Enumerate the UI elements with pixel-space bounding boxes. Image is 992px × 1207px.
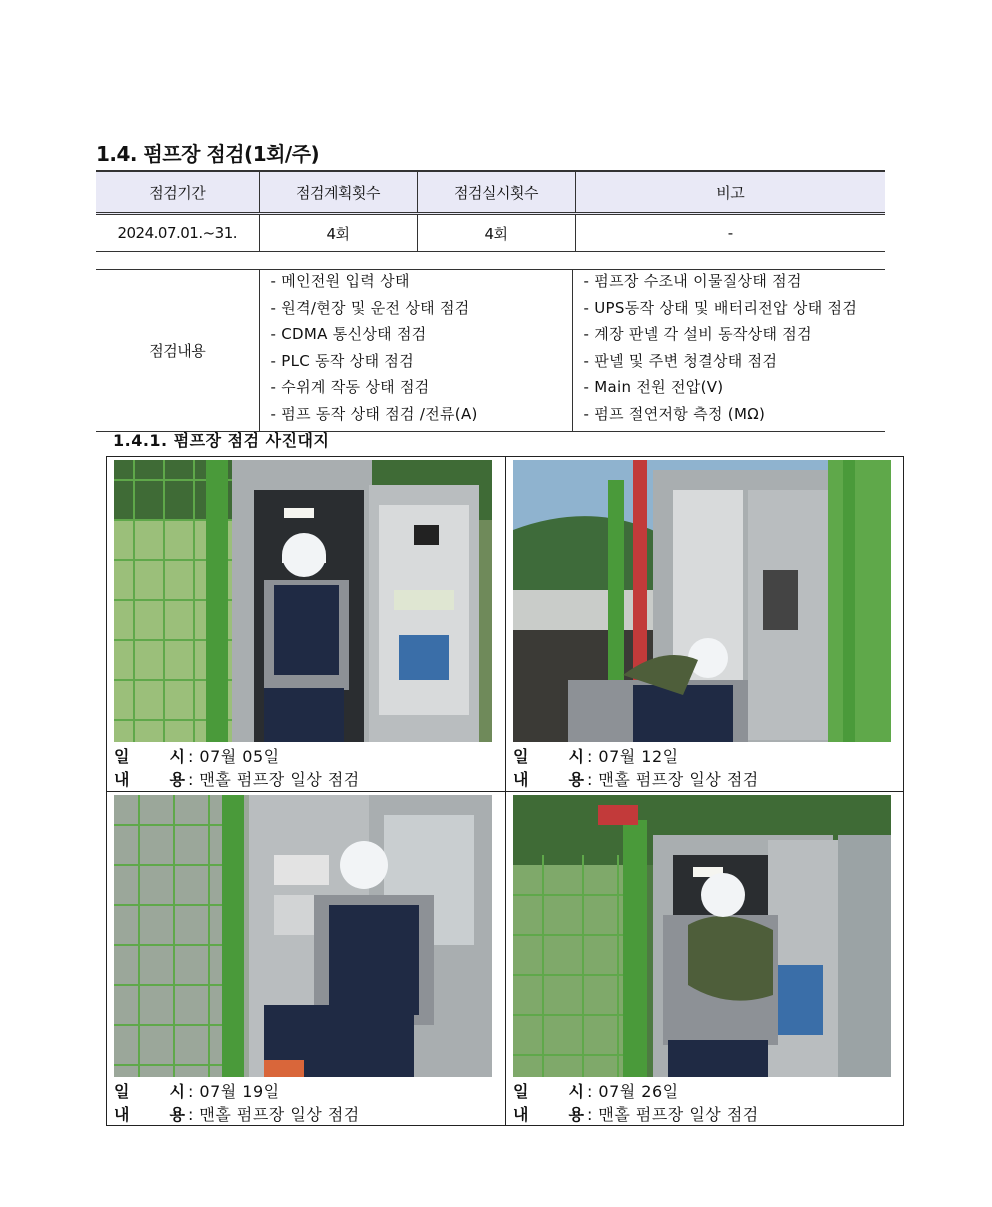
- inspection-photo: [513, 795, 891, 1077]
- list-item: - CDMA 통신상태 점검: [270, 325, 427, 343]
- inspection-photo: [513, 460, 891, 742]
- summary-header-row: [96, 171, 885, 214]
- contents-left-list: [261, 271, 571, 430]
- cell-period: 2024.07.01.~31.: [96, 214, 259, 252]
- caption-colon: :: [188, 770, 194, 789]
- list-item: - 메인전원 입력 상태: [270, 272, 410, 290]
- photo-cell-4: [505, 792, 904, 1126]
- caption-colon: :: [587, 747, 593, 766]
- list-item: - 펌프 동작 상태 점검 /전류(A): [270, 404, 478, 423]
- caption-label-char: 일: [114, 747, 130, 766]
- photo-section-title: 1.4.1. 펌프장 점검 사진대지: [113, 431, 330, 450]
- photo-cell-2: [505, 457, 904, 792]
- caption-colon: :: [188, 1082, 194, 1101]
- cell-actual-count: 4회: [417, 214, 575, 252]
- list-item: - UPS동작 상태 및 배터리전압 상태 점검: [583, 298, 858, 317]
- inspection-photo: [114, 795, 492, 1077]
- contents-left-cell: [259, 270, 572, 432]
- header-actual-count: 점검실시횟수: [417, 171, 575, 214]
- caption-label-char: 일: [513, 747, 529, 766]
- caption-label-char: 일: [513, 1082, 529, 1101]
- cell-planned-count: 4회: [259, 214, 417, 252]
- caption-colon: :: [587, 1105, 593, 1124]
- summary-data-row: [96, 214, 885, 252]
- photo-caption: [513, 745, 900, 791]
- photo-caption: [114, 1080, 501, 1126]
- caption-label-char: 용: [568, 1105, 584, 1124]
- caption-label-char: 내: [513, 1105, 529, 1124]
- contents-label: 점검내용: [96, 270, 259, 432]
- header-remarks: 비고: [575, 171, 885, 214]
- list-item: - 수위계 작동 상태 점검: [270, 378, 430, 396]
- contents-right-cell: [572, 270, 885, 432]
- list-item: - 계장 판넬 각 설비 동작상태 점검: [583, 325, 812, 343]
- list-item: - 펌프장 수조내 이물질상태 점검: [583, 272, 802, 290]
- caption-label-char: 용: [568, 770, 584, 789]
- list-item: - 판넬 및 주변 청결상태 점검: [583, 351, 778, 370]
- contents-right-list: [574, 271, 885, 430]
- inspection-contents-table: [96, 269, 885, 432]
- photo-date: 07월 05일: [199, 747, 280, 766]
- photo-cell-3: [107, 792, 505, 1126]
- header-period: 점검기간: [96, 171, 259, 214]
- caption-label-char: 내: [114, 1105, 130, 1124]
- inspection-summary-table: [96, 170, 885, 252]
- photo-date: 07월 26일: [598, 1082, 679, 1101]
- header-planned-count: 점검계획횟수: [259, 171, 417, 214]
- caption-label-char: 내: [114, 770, 130, 789]
- caption-colon: :: [188, 1105, 194, 1124]
- list-item: - 원격/현장 및 운전 상태 점검: [270, 298, 470, 317]
- caption-label-char: 시: [568, 747, 584, 766]
- photo-grid: [106, 456, 904, 1126]
- caption-label-char: 시: [169, 1082, 185, 1101]
- photo-content: 맨홀 펌프장 일상 점검: [199, 1105, 360, 1124]
- photo-content: 맨홀 펌프장 일상 점검: [199, 770, 360, 789]
- caption-colon: :: [587, 770, 593, 789]
- photo-caption: [114, 745, 501, 791]
- list-item: - Main 전원 전압(V): [583, 378, 724, 396]
- photo-content: 맨홀 펌프장 일상 점검: [598, 770, 759, 789]
- list-item: - 펌프 절연저항 측정 (MΩ): [583, 404, 766, 423]
- list-item: - PLC 동작 상태 점검: [270, 351, 415, 370]
- inspection-photo: [114, 460, 492, 742]
- caption-colon: :: [188, 747, 194, 766]
- caption-label-char: 시: [568, 1082, 584, 1101]
- photo-date: 07월 19일: [199, 1082, 280, 1101]
- cell-remarks: -: [575, 214, 885, 252]
- photo-caption: [513, 1080, 900, 1126]
- caption-label-char: 용: [169, 1105, 185, 1124]
- caption-label-char: 용: [169, 770, 185, 789]
- caption-label-char: 일: [114, 1082, 130, 1101]
- photo-date: 07월 12일: [598, 747, 679, 766]
- caption-colon: :: [587, 1082, 593, 1101]
- photo-cell-1: [107, 457, 505, 792]
- caption-label-char: 내: [513, 770, 529, 789]
- photo-content: 맨홀 펌프장 일상 점검: [598, 1105, 759, 1124]
- caption-label-char: 시: [169, 747, 185, 766]
- section-title: 1.4. 펌프장 점검(1회/주): [96, 142, 320, 166]
